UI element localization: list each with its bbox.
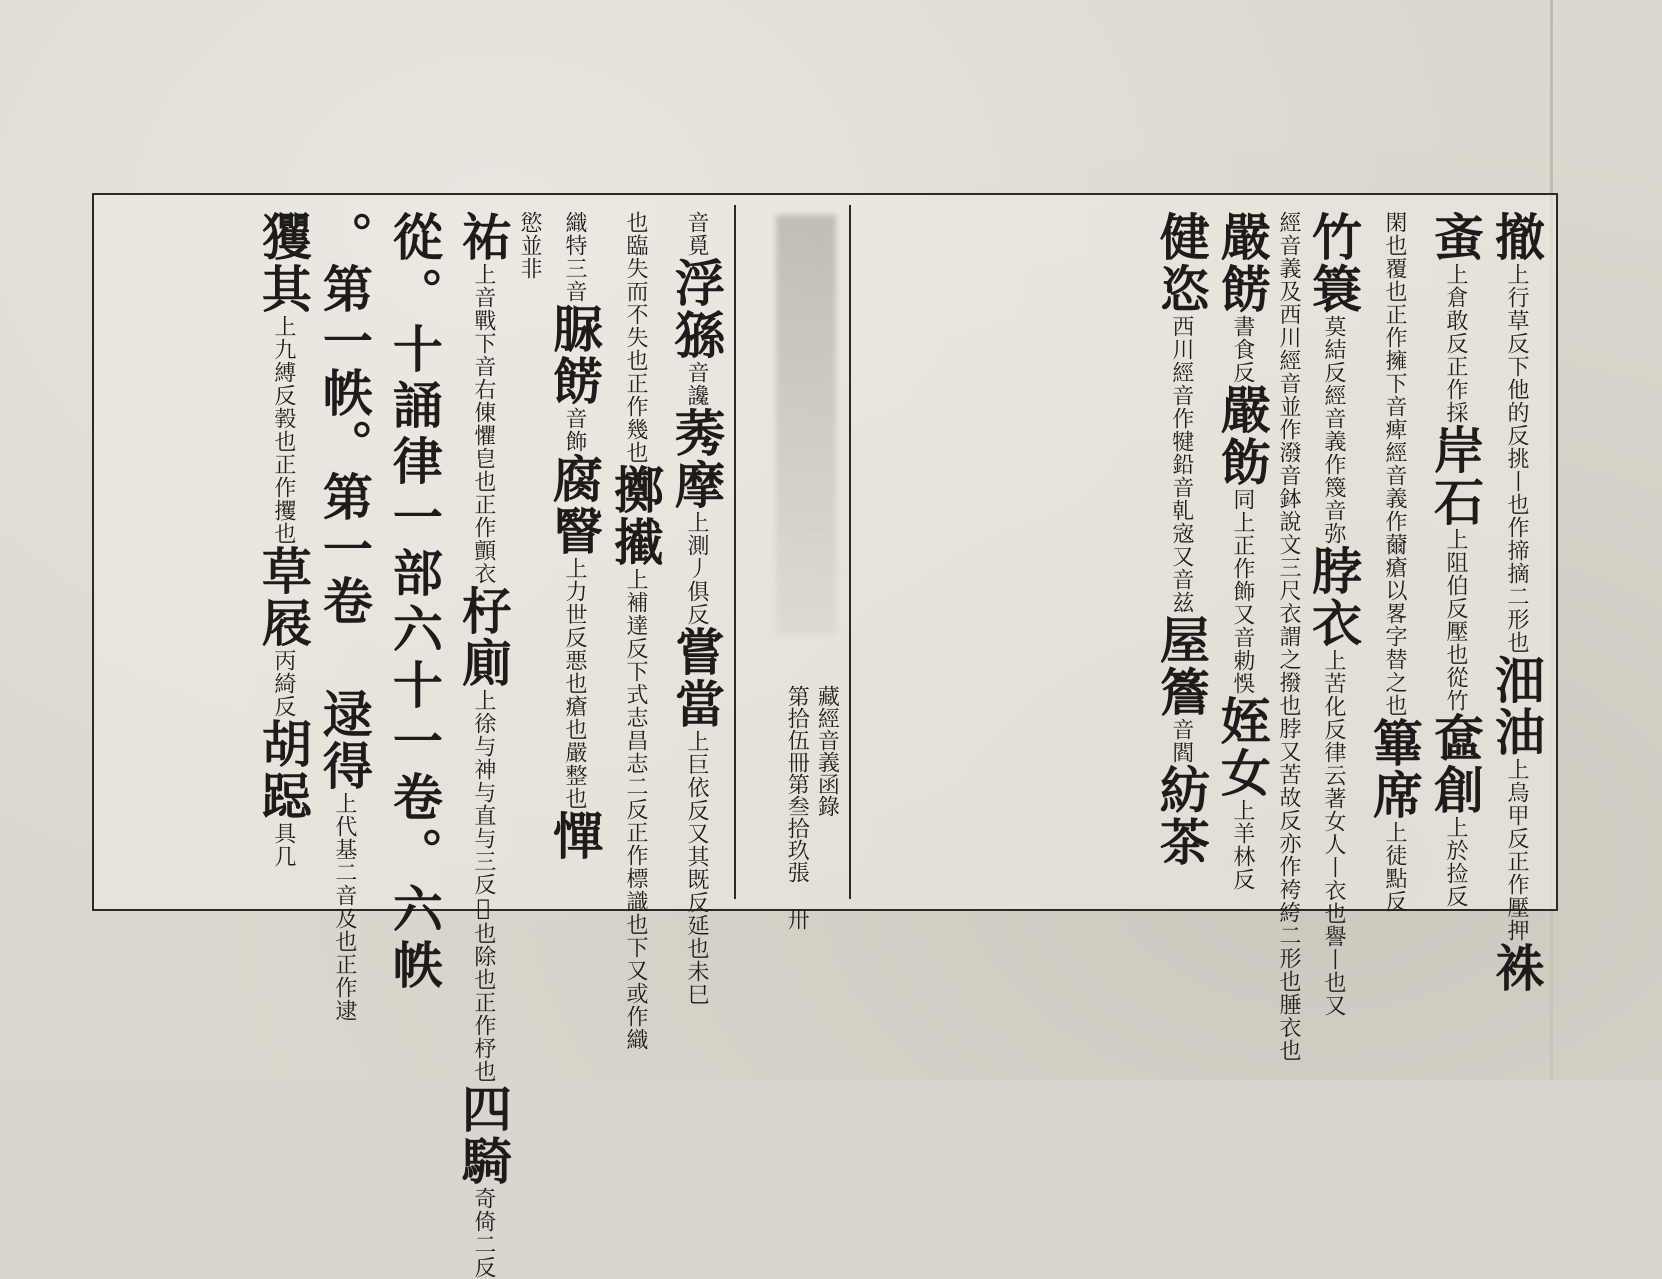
entry-note: 同上正作飾又音勅悞 [1229, 488, 1255, 695]
entry-note: 閑也覆也正作擁下音痺經音義作薾瘡以畧字替之也 [1382, 211, 1407, 717]
text-column [547, 211, 602, 893]
text-column [1276, 211, 1301, 1062]
entry-head: 嚴餝 [1212, 211, 1272, 315]
entry-head: 腐瞖 [545, 453, 604, 557]
entry-note: 慾並非 [517, 211, 542, 280]
entry-note: 上行草反下他的反挑丨也作揥摘二形也 [1504, 263, 1529, 654]
entry-head: 玃其 [253, 211, 313, 315]
text-column [1212, 211, 1272, 893]
entry-head: 蚉 [1426, 211, 1485, 263]
entry-note: 奇倚二反 [470, 1187, 496, 1279]
entry-head: 姪女 [1212, 695, 1272, 799]
entry-head: 浮猻 [667, 257, 726, 361]
entry-note: 上羊林反 [1229, 799, 1255, 891]
entry-note: 織特三音 [562, 211, 587, 303]
entry-note: 上烏甲反正作壓押 [1504, 758, 1529, 942]
entry-head: 竹簑 [1304, 211, 1363, 315]
entry-note: 上測丿俱反 [684, 511, 709, 626]
entry-head: 奩創 [1426, 712, 1485, 816]
entry-note: 上音戰下音右倲懼皀也正作顫衣 [470, 263, 496, 585]
entry-note: 西川經音作犍鉛音乹宼又音兹 [1168, 315, 1194, 614]
volume-page-number: 第拾伍冊第叁拾玖張 卅 [784, 685, 810, 930]
entry-note: 上阻伯反壓也從竹 [1443, 528, 1468, 712]
entry-head: 憚 [545, 810, 604, 862]
printed-text-block [92, 193, 1558, 1279]
entry-note: 上九縛反㨌也正作攫也 [270, 315, 296, 545]
entry-note: 音閻 [1168, 718, 1194, 764]
text-column [606, 211, 665, 1051]
volume-title: 藏經音義函錄 [814, 685, 840, 817]
entry-note: 書食反 [1229, 315, 1255, 384]
entry-note: 具几 [270, 822, 296, 868]
text-column [1426, 211, 1485, 908]
entry-head: 撤 [1487, 211, 1546, 263]
entry-head: 岸石 [1426, 424, 1485, 528]
entry-head: 莠摩 [667, 407, 726, 511]
entry-note: 莫結反經音義作篾音弥 [1321, 315, 1346, 545]
text-column [1487, 211, 1546, 994]
text-column [253, 211, 313, 893]
text-column [667, 211, 726, 1006]
text-column [1365, 211, 1424, 913]
entry-note: 上徒點反 [1382, 821, 1407, 913]
entry-head: 胡跽 [253, 718, 313, 822]
right-panel [894, 211, 1546, 1062]
text-column [453, 211, 513, 1279]
entry-note: 上徐与神与直与三反𥘿也除也正作杼也 [470, 689, 496, 1083]
entry-head: 杍廁 [453, 585, 513, 689]
entry-note: 也臨失而不失也正作幾也 [623, 211, 648, 464]
column-rule [734, 205, 736, 899]
entry-head: 擲擮 [606, 464, 665, 568]
text-column [1151, 211, 1211, 893]
entry-head: 草屐 [253, 545, 313, 649]
entry-head: 健恣 [1151, 211, 1211, 315]
entry-note: 上補達反下式志昌志二反正作標識也下又或作織 [623, 568, 648, 1051]
entry-head: 屋簷 [1151, 614, 1211, 718]
entry-head: 脲餝 [545, 303, 604, 407]
gutter-caption [784, 685, 838, 930]
entry-note: 上苦化反律云著女人丨衣也譽丨也又 [1321, 649, 1346, 1017]
entry-head: 紡茶 [1151, 764, 1211, 868]
text-column [314, 211, 374, 1022]
ink-smudge [776, 215, 836, 635]
section-heading: 從。十誦律一部六十一卷。六帙 [384, 211, 444, 995]
entry-note: 音飾 [562, 407, 587, 453]
entry-head: 嘗當 [667, 626, 726, 730]
entry-note: 上倉敢反正作採 [1443, 263, 1468, 424]
entry-head: 四騎 [453, 1083, 513, 1187]
text-column [517, 211, 541, 893]
entry-head: 祐 [453, 211, 513, 263]
entry-note: 音覓 [684, 211, 709, 257]
entry-head: 袾 [1487, 942, 1546, 994]
entry-note: 丙綺反 [270, 649, 296, 718]
entry-head: 沺油 [1487, 654, 1546, 758]
entry-note: 音讒 [684, 361, 709, 407]
entry-head: 脖衣 [1304, 545, 1363, 649]
left-panel [114, 211, 726, 1279]
centre-gutter [746, 195, 896, 930]
entry-note: 上力世反悪也瘡也嚴整也 [562, 557, 587, 810]
entry-note: 上代基二音及也正作逮 [331, 792, 357, 1022]
entry-note: 經音義及西川經音並作潑音鉢說文三尺衣謂之撥也脖又苦故反亦作袴絝二形也腄衣也 [1276, 211, 1301, 1062]
entry-note: 上巨依反又其既反延也未巳 [684, 730, 709, 1006]
entry-head: 嚴飭 [1212, 384, 1272, 488]
entry-note: 上於捡反 [1443, 816, 1468, 908]
section-heading: 。第一帙。第一卷 逯得 [314, 211, 374, 792]
entry-head: 篳席 [1365, 717, 1424, 821]
text-column [1304, 211, 1363, 1017]
